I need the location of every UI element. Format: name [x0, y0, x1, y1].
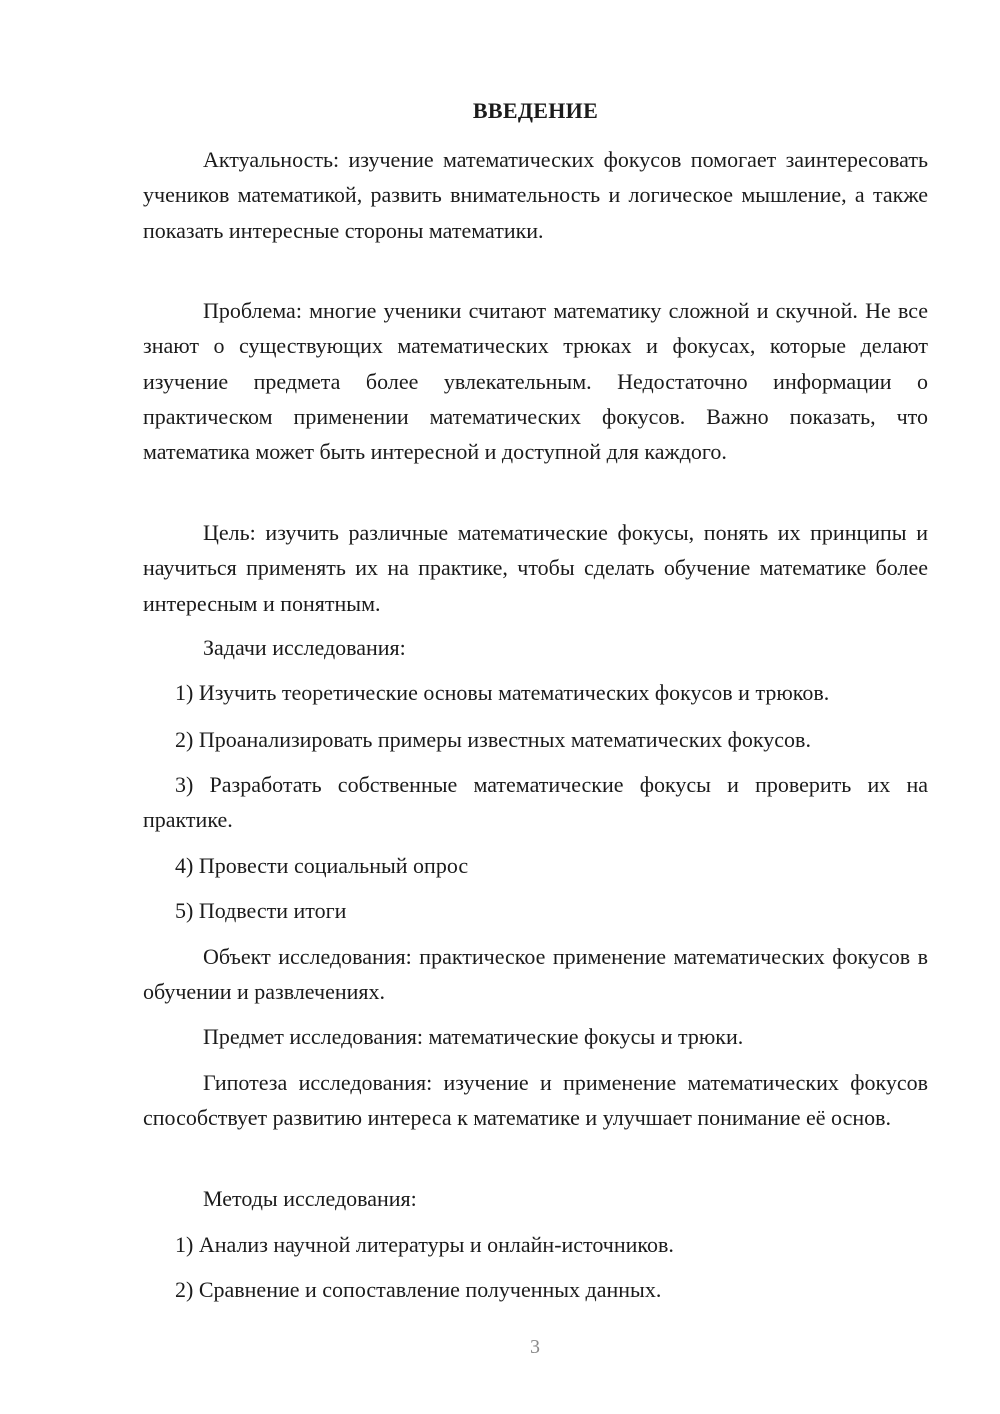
section-title: ВВЕДЕНИЕ: [472, 98, 599, 123]
task-item-3: 3) Разработать собственные математические фокусы и проверить их на практике.: [143, 772, 928, 833]
subject-paragraph: Предмет исследования: математические фокусы и трюки.: [203, 1024, 744, 1049]
problem-paragraph: Проблема: многие ученики считают математику сложной и скучной. Не все знают о существующих математических трюках и фокусах, которые делают изучение предмета более увлекательным. Недостаточно информации о практическом применении математических фокусов. Важно показать, что математика может быть интересной и доступной для каждого.: [143, 298, 928, 465]
object-paragraph: Объект исследования: практическое применение математических фокусов в обучении и развлечениях.: [143, 944, 928, 1005]
tasks-heading: Задачи исследования:: [203, 635, 406, 660]
methods-heading: Методы исследования:: [203, 1186, 417, 1211]
method-item-1: 1) Анализ научной литературы и онлайн-источников.: [175, 1232, 674, 1257]
relevance-paragraph: Актуальность: изучение математических фокусов помогает заинтересовать учеников математикой, развить внимательность и логическое мышление, а также показать интересные стороны математики.: [143, 147, 928, 243]
method-item-2: 2) Сравнение и сопоставление полученных данных.: [175, 1277, 662, 1302]
page-number: 3: [530, 1336, 540, 1358]
task-item-2: 2) Проанализировать примеры известных математических фокусов.: [175, 727, 811, 752]
goal-paragraph: Цель: изучить различные математические фокусы, понять их принципы и научиться применять их на практике, чтобы сделать обучение математике более интересным и понятным.: [143, 520, 928, 616]
hypothesis-paragraph: Гипотеза исследования: изучение и применение математических фокусов способствует развитию интереса к математике и улучшает понимание её основ.: [143, 1070, 928, 1131]
task-item-5: 5) Подвести итоги: [175, 898, 347, 923]
task-item-1: 1) Изучить теоретические основы математических фокусов и трюков.: [175, 680, 830, 705]
task-item-4: 4) Провести социальный опрос: [175, 853, 469, 878]
